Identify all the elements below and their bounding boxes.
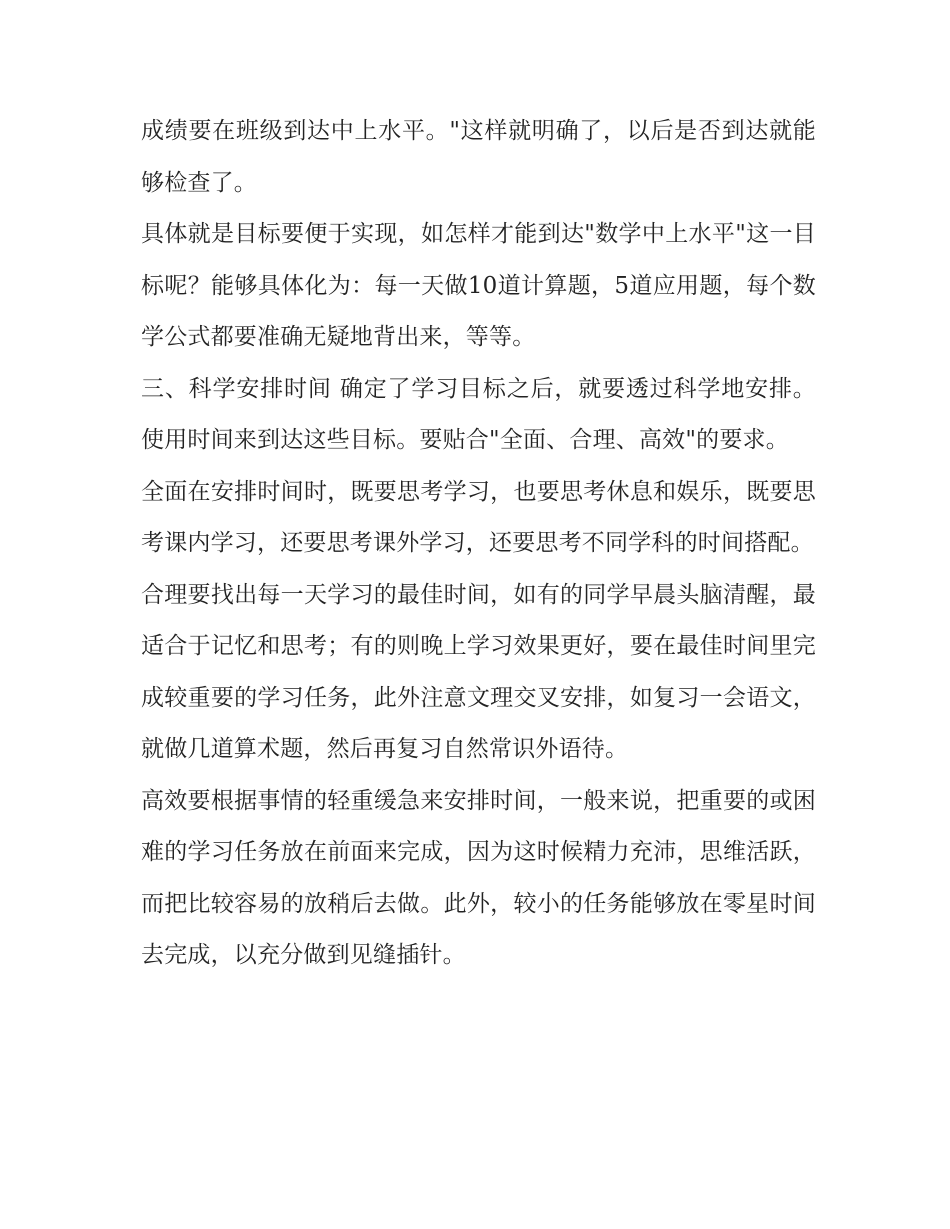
paragraph-specific-goal: 具体就是目标要便于实现，如怎样才能到达"数学中上水平"这一目标呢？能够具体化为：每一天做10道计算题，5道应用题，每个数学公式都要准确无疑地背出来，等等。 (141, 221, 816, 350)
paragraph-efficient: 高效要根据事情的轻重缓急来安排时间，一般来说，把重要的或困难的学习任务放在前面来完成，因为这时候精力充沛，思维活跃，而把比较容易的放稍后去做。此外，较小的任务能够放在零星时间去完成，以充分做到见缝插针。 (141, 787, 816, 968)
paragraph-reasonable: 合理要找出每一天学习的最佳时间，如有的同学早晨头脑清醒，最适合于记忆和思考；有的则晚上学习效果更好，要在最佳时间里完成较重要的学习任务，此外注意文理交叉安排，如复习一会语文，就做几道算术题，然后再复习自然常识外语待。 (141, 581, 816, 762)
document-body (141, 106, 816, 982)
paragraph-comprehensive: 全面在安排时间时，既要思考学习，也要思考休息和娱乐，既要思考课内学习，还要思考课外学习，还要思考不同学科的时间搭配。 (141, 478, 816, 556)
paragraph-goal-check: 成绩要在班级到达中上水平。"这样就明确了，以后是否到达就能够检查了。 (141, 118, 816, 196)
paragraph-schedule-time: 三、科学安排时间 确定了学习目标之后，就要透过科学地安排。使用时间来到达这些目标。要贴合"全面、合理、高效"的要求。 (141, 375, 816, 453)
